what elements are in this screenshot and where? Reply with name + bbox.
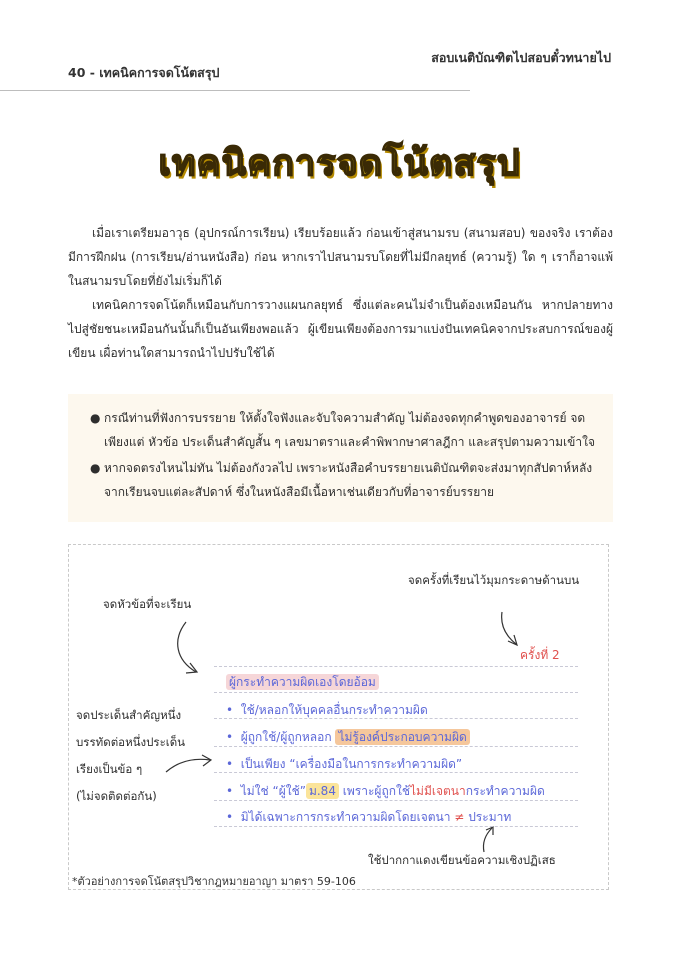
note-line-4 bbox=[226, 782, 545, 801]
annotation-topic: จดหัวข้อที่จะเรียน bbox=[103, 597, 192, 611]
bullet-icon: • bbox=[226, 703, 234, 717]
bullet-icon: • bbox=[226, 757, 234, 771]
note-line-4-c: เพราะผู้ถูกใช้ bbox=[342, 784, 410, 798]
ruled-line bbox=[214, 692, 578, 693]
arrow-corner-icon bbox=[502, 612, 516, 644]
note-line-1-text: ใช้/หลอกให้บุคคลอื่นกระทำความผิด bbox=[240, 703, 428, 717]
note-line-3-text: เป็นเพียง “เครื่องมือในการกระทำความผิด” bbox=[240, 757, 463, 771]
note-line-2-a: ผู้ถูกใช้/ผู้ถูกหลอก bbox=[240, 730, 332, 744]
note-topic-text: ผู้กระทำความผิดเองโดยอ้อม bbox=[226, 674, 379, 690]
tip-text: หากจดตรงไหนไม่ทัน ไม่ต้องกังวลไป เพราะหนังสือคำบรรยายเนติบัณฑิตจะส่งมาทุกสัปดาห์หลังจากเรียนจบแต่ละสัปดาห์ ซึ่งในหนังสือมีเนื้อหาเช่นเดียวกับที่อาจารย์บรรยาย bbox=[104, 461, 593, 499]
arrow-red-icon bbox=[483, 828, 492, 852]
note-line-5-c: ประมาท bbox=[468, 810, 512, 824]
bullet-icon: • bbox=[226, 784, 234, 798]
note-line-4-section: ม.84 bbox=[306, 783, 339, 799]
bullet-icon: ● bbox=[90, 411, 101, 425]
arrow-topic-icon bbox=[178, 622, 196, 672]
annotation-points-line: เรียงเป็นข้อ ๆ bbox=[76, 762, 143, 776]
note-topic bbox=[226, 673, 379, 692]
not-equal-icon: ≠ bbox=[454, 810, 465, 824]
session-number bbox=[520, 646, 560, 665]
footnote: *ตัวอย่างการจดโน้ตสรุปวิชากฎหมายอาญา มาตรา 59-106 bbox=[72, 875, 356, 888]
annotation-points bbox=[76, 702, 185, 810]
bullet-icon: • bbox=[226, 730, 234, 744]
annotation-red-pen: ใช้ปากกาแดงเขียนข้อความเชิงปฏิเสธ bbox=[368, 853, 556, 867]
tip-text: กรณีท่านที่ฟังการบรรยาย ให้ตั้งใจฟังและจับใจความสำคัญ ไม่ต้องจดทุกคำพูดของอาจารย์ จดเพียงแต่ หัวข้อ ประเด็นสำคัญสั้น ๆ เลขมาตราและคำพิพากษาศาลฎีกา และสรุปตามความเข้าใจ bbox=[104, 411, 595, 449]
note-line-2-b: ไม่รู้องค์ประกอบความผิด bbox=[335, 729, 469, 745]
note-line-5-a: มิได้เฉพาะการกระทำความผิดโดยเจตนา bbox=[240, 810, 451, 824]
annotation-corner: จดครั้งที่เรียนไว้มุมกระดาษด้านบน bbox=[408, 573, 580, 587]
note-line-1 bbox=[226, 701, 428, 720]
note-line-3 bbox=[226, 755, 462, 774]
bullet-icon: ● bbox=[90, 461, 101, 475]
session-text: ครั้งที่ 2 bbox=[520, 648, 560, 662]
ruled-line bbox=[214, 666, 578, 667]
note-line-2 bbox=[226, 728, 470, 747]
annotation-points-line: บรรทัดต่อหนึ่งประเด็น bbox=[76, 735, 186, 749]
page-title: เทคนิคการจดโน้ตสรุป bbox=[158, 143, 521, 184]
note-line-4-e: กระทำความผิด bbox=[465, 784, 545, 798]
intro-paragraph-2-text: เทคนิคการจดโน้ตก็เหมือนกับการวางแผนกลยุทธ์ ซึ่งแต่ละคนไม่จำเป็นต้องเหมือนกัน หากปลายทางไปสู่ชัยชนะเหมือนกันนั้นก็เป็นอันเพียงพอแล้ว ผู้เขียนเพียงต้องการมาแบ่งปันเทคนิคจากประสบการณ์ของผู้เขียน เผื่อท่านใดสามารถนำไปปรับใช้ได้ bbox=[68, 298, 613, 360]
intro-paragraph-1-text: เมื่อเราเตรียมอาวุธ (อุปกรณ์การเรียน) เรียบร้อยแล้ว ก่อนเข้าสู่สนามรบ (สนามสอบ) ของจริง เราต้องมีการฝึกฝน (การเรียน/อ่านหนังสือ) ก่อน หากเราไปสนามรบโดยที่ไม่มีกลยุทธ์ (ความรู้) ใด ๆ เราก็อาจแพ้ในสนามรบโดยที่ยังไม่เริ่มก็ได้ bbox=[68, 226, 613, 288]
note-line-4-d: ไม่มีเจตนา bbox=[410, 784, 466, 798]
bullet-icon: • bbox=[226, 810, 234, 824]
annotation-points-line: จดประเด็นสำคัญหนึ่ง bbox=[76, 708, 182, 722]
book-title: สอบเนติบัณฑิตไปสอบตั๋วทนายไป bbox=[431, 50, 611, 65]
page-label: 40 - เทคนิคการจดโน้ตสรุป bbox=[68, 65, 220, 80]
annotation-points-line: (ไม่จดติดต่อกัน) bbox=[76, 789, 157, 803]
note-line-5 bbox=[226, 808, 511, 827]
note-line-4-a: ไม่ใช่ “ผู้ใช้” bbox=[240, 784, 306, 798]
